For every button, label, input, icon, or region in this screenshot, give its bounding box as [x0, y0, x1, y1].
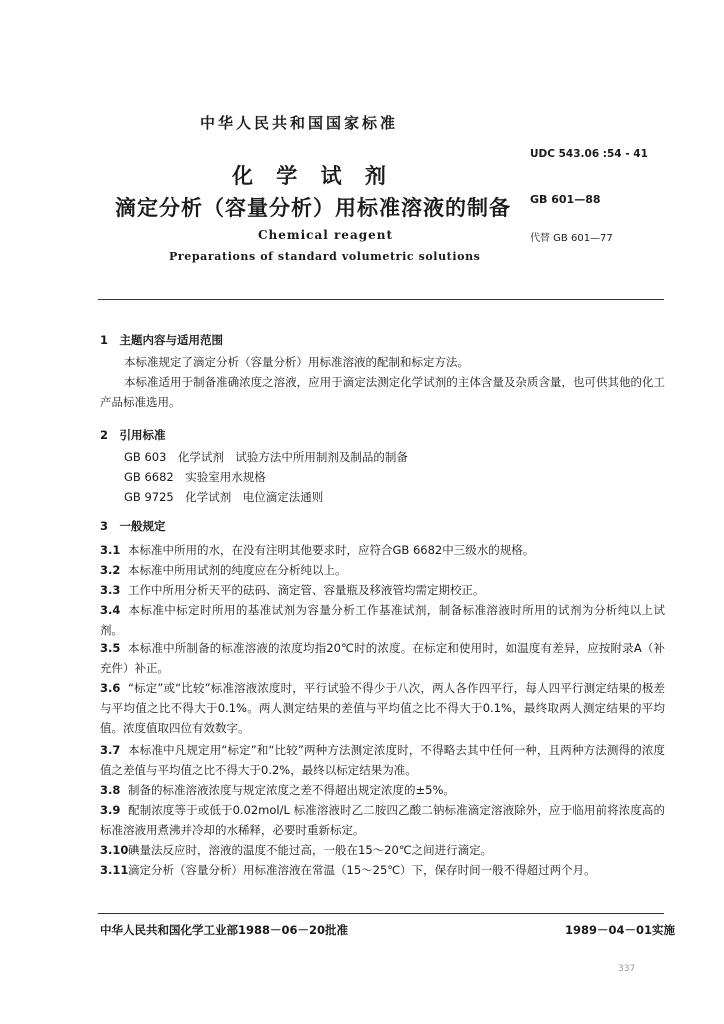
section2-heading: 2 引用标准	[100, 428, 166, 442]
clause-text: 制备的标准溶液浓度与规定浓度之差不得超出规定浓度的±5%。	[128, 783, 455, 797]
section1-paragraph2: 本标准适用于制备准确浓度之溶液，应用于滴定法测定化学试剂的主体含量及杂质含量，也可供其他的化工产品标准选用。	[100, 375, 665, 409]
section1-paragraph1: 本标准规定了滴定分析（容量分析）用标准溶液的配制和标定方法。	[124, 355, 469, 369]
reference-item: GB 603 化学试剂 试验方法中所用制剂及制品的制备	[124, 450, 408, 464]
section1-heading: 1 主题内容与适用范围	[100, 333, 224, 347]
clause-text: 本标准中所用的水，在没有注明其他要求时，应符合GB 6682中三级水的规格。	[128, 543, 535, 557]
replaces-note: 代替 GB 601—77	[530, 233, 613, 244]
effective-date: 1989－04－01实施	[565, 923, 676, 937]
clause-3-4	[100, 600, 665, 640]
clause-3-11	[100, 860, 665, 880]
clause-text: 本标准中凡规定用“标定”和“比较”两种方法测定浓度时，不得略去其中任何一种，且两种方法测得的浓度值之差值与平均值之比不得大于0.2%，最终以标定结果为准。	[100, 743, 665, 777]
clause-text: 滴定分析（容量分析）用标准溶液在常温（15～25℃）下，保存时间一般不得超过两个月。	[128, 863, 596, 877]
clause-3-2	[100, 560, 665, 580]
national-standard-title: 中华人民共和国国家标准	[200, 114, 399, 132]
clause-text: 配制浓度等于或低于0.02mol/L 标准溶液时乙二胺四乙酸二钠标准滴定溶液除外，应于临用前将浓度高的标准溶液用煮沸并冷却的水稀释，必要时重新标定。	[100, 803, 665, 837]
reference-item: GB 9725 化学试剂 电位滴定法通则	[124, 490, 324, 504]
clause-number: 3.4	[100, 603, 121, 617]
title-zh-line2: 滴定分析（容量分析）用标准溶液的制备	[115, 196, 511, 220]
title-en-line1: Chemical reagent	[258, 228, 394, 242]
clause-text: 工作中所用分析天平的砝码、滴定管、容量瓶及移液管均需定期校正。	[128, 583, 485, 597]
clause-number: 3.9	[100, 803, 121, 817]
clause-number: 3.8	[100, 783, 121, 797]
clause-text: “标定”或“比较”标准溶液浓度时，平行试验不得少于八次，两人各作四平行，每人四平行测定结果的极差与平均值之比不得大于0.1%。两人测定结果的差值与平均值之比不得大于0.1%，最终取两人测定结果的平均值。浓度值取四位有效数字。	[100, 681, 665, 735]
approval-line: 中华人民共和国化学工业部1988－06－20批准	[100, 923, 349, 937]
title-en-line2: Preparations of standard volumetric solutions	[169, 250, 481, 263]
title-zh-line1: 化 学 试 剂	[232, 164, 394, 188]
clause-number: 3.5	[100, 641, 121, 655]
clause-text: 碘量法反应时，溶液的温度不能过高，一般在15～20℃之间进行滴定。	[128, 843, 493, 857]
clause-3-9	[100, 800, 665, 840]
clause-number: 3.11	[100, 863, 129, 877]
clause-3-8	[100, 780, 665, 800]
clause-3-7	[100, 740, 665, 780]
reference-item: GB 6682 实验室用水规格	[124, 470, 266, 484]
clause-number: 3.10	[100, 843, 129, 857]
page-number: 337	[618, 964, 636, 974]
clause-number: 3.7	[100, 743, 121, 757]
clause-3-5	[100, 638, 665, 678]
clause-number: 3.2	[100, 563, 121, 577]
clause-3-3	[100, 580, 665, 600]
clause-number: 3.1	[100, 543, 121, 557]
clause-3-1	[100, 540, 665, 560]
clause-3-6	[100, 678, 665, 738]
clause-number: 3.3	[100, 583, 121, 597]
header-divider	[98, 299, 664, 300]
gb-number: GB 601—88	[530, 193, 601, 206]
clause-text: 本标准中所制备的标准溶液的浓度均指20℃时的浓度。在标定和使用时，如温度有差异，应按附录A（补充件）补正。	[100, 641, 665, 675]
udc-code: UDC 543.06 :54 - 41	[530, 148, 648, 160]
section3-heading: 3 一般规定	[100, 519, 166, 533]
clause-text: 本标准中标定时所用的基准试剂为容量分析工作基准试剂，制备标准溶液时所用的试剂为分析纯以上试剂。	[100, 603, 665, 637]
clause-number: 3.6	[100, 681, 121, 695]
footer-divider	[98, 913, 664, 914]
clause-3-10	[100, 840, 665, 860]
clause-text: 本标准中所用试剂的纯度应在分析纯以上。	[128, 563, 347, 577]
